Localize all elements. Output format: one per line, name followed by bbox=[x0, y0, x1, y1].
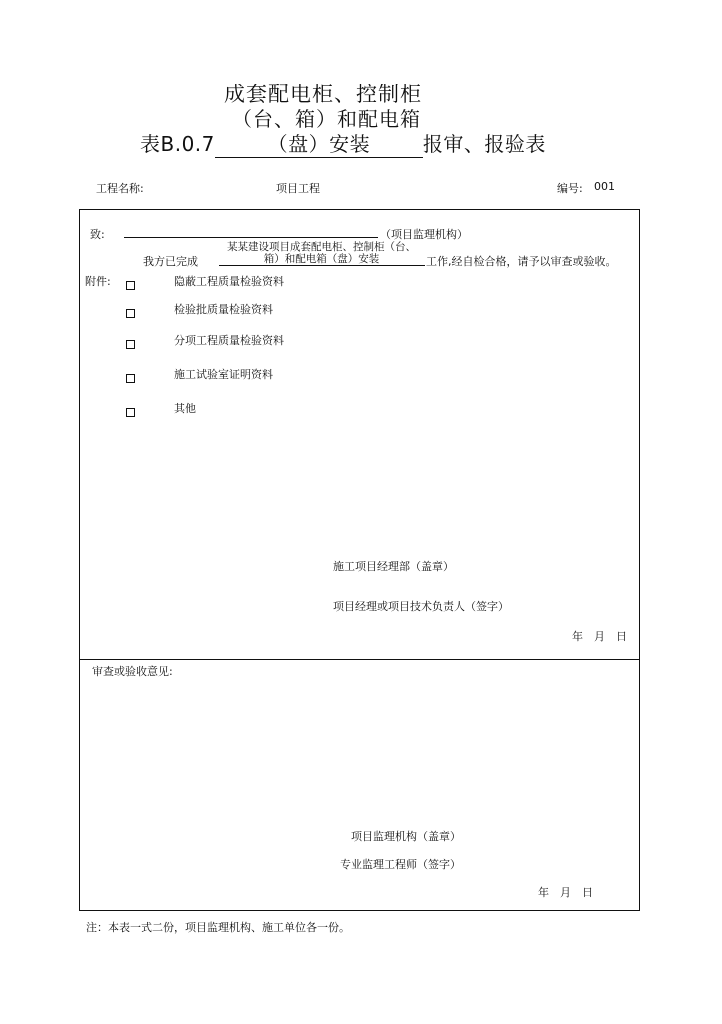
section-divider bbox=[79, 659, 640, 660]
attachment-item-4: 施工试验室证明资料 bbox=[174, 368, 273, 381]
to-label: 致: bbox=[90, 228, 105, 241]
attachment-checkbox-5[interactable] bbox=[126, 402, 135, 421]
attachment-item-1: 隐蔽工程质量检验资料 bbox=[174, 275, 284, 288]
title-line-3 bbox=[140, 128, 546, 158]
contractor-date: 年 月 日 bbox=[572, 630, 627, 643]
work-line-2: 箱）和配电箱（盘）安装 bbox=[263, 253, 380, 265]
attachment-checkbox-4[interactable] bbox=[126, 368, 135, 387]
number-value: 001 bbox=[594, 180, 615, 193]
attachment-item-5: 其他 bbox=[174, 402, 196, 415]
to-blank-line[interactable] bbox=[124, 237, 378, 238]
supervisor-engineer-signature: 专业监理工程师（签字） bbox=[340, 858, 461, 871]
to-suffix: （项目监理机构） bbox=[380, 228, 468, 241]
project-name-label: 工程名称: bbox=[96, 182, 144, 195]
attachment-checkbox-2[interactable] bbox=[126, 303, 135, 322]
review-opinion-label: 审查或验收意见: bbox=[92, 665, 173, 678]
work-blank-line bbox=[219, 265, 425, 266]
title-line-1: 成套配电柜、控制柜 bbox=[224, 84, 422, 106]
attachment-item-2: 检验批质量检验资料 bbox=[174, 303, 273, 316]
title-suffix: 报审、报验表 bbox=[422, 132, 546, 156]
footnote: 注：本表一式二份，项目监理机构、施工单位各一份。 bbox=[86, 921, 350, 934]
supervisor-org-seal: 项目监理机构（盖章） bbox=[351, 830, 461, 843]
contractor-dept-seal: 施工项目经理部（盖章） bbox=[333, 560, 454, 573]
work-line-1: 某某建设项目成套配电柜、控制柜（台、 bbox=[227, 241, 416, 253]
form-code: 表B.0.7 bbox=[140, 132, 215, 156]
attachment-checkbox-1[interactable] bbox=[126, 275, 135, 294]
work-suffix: 工作,经自检合格，请予以审查或验收。 bbox=[426, 255, 617, 268]
contractor-manager-signature: 项目经理或项目技术负责人（签字） bbox=[333, 600, 509, 613]
completed-label: 我方已完成 bbox=[143, 255, 198, 268]
project-name-value: 项目工程 bbox=[276, 182, 320, 195]
number-label: 编号: bbox=[557, 182, 583, 195]
attachment-item-3: 分项工程质量检验资料 bbox=[174, 334, 284, 347]
title-blank: （盘）安装 bbox=[215, 128, 423, 158]
supervisor-date: 年 月 日 bbox=[538, 886, 593, 899]
attachments-label: 附件: bbox=[85, 275, 111, 288]
attachment-checkbox-3[interactable] bbox=[126, 334, 135, 353]
title-line-2: （台、箱）和配电箱 bbox=[232, 107, 421, 131]
work-description bbox=[219, 241, 424, 265]
